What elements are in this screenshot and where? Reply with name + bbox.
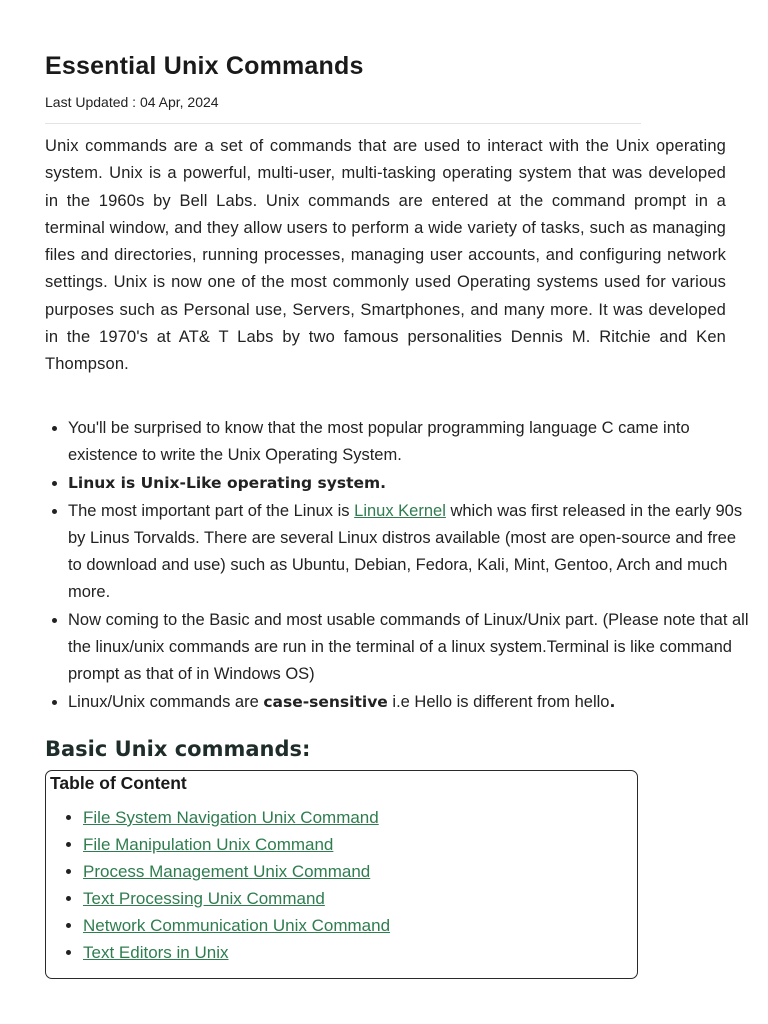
- toc-link-file-manipulation[interactable]: File Manipulation Unix Command: [83, 834, 334, 854]
- title-divider: [45, 123, 641, 124]
- toc-link-network-communication[interactable]: Network Communication Unix Command: [83, 915, 391, 935]
- toc-item: [83, 913, 390, 940]
- toc-list: [46, 805, 390, 966]
- table-of-contents: [45, 770, 638, 979]
- list-item: [68, 689, 749, 716]
- list-item: [68, 470, 749, 497]
- list-item-text: The most important part of the Linux is: [68, 501, 355, 520]
- toc-item: [83, 886, 390, 913]
- list-item-text: Now coming to the Basic and most usable commands of Linux/Unix part. (Please note that all the linux/unix commands are run in the terminal of a linux system.Terminal is like command prompt as that of in Windows OS): [68, 610, 749, 684]
- sentence-period: .: [609, 693, 616, 712]
- list-item: [68, 607, 749, 689]
- toc-link-file-system-navigation[interactable]: File System Navigation Unix Command: [83, 808, 379, 827]
- list-item-text: which was first released in the early 90s by Linus Torvalds. There are several Linux distros available (most are open-source and free to download and use) such as Ubuntu, Debian, Fedora, Kali, Mint, Gentoo, Arch and much more.: [68, 501, 743, 602]
- toc-item: [83, 832, 390, 859]
- toc-link-text-processing[interactable]: Text Processing Unix Command: [83, 888, 325, 908]
- list-item-bold-text: Linux is Unix-Like operating system.: [68, 473, 387, 492]
- list-item: [68, 498, 749, 607]
- list-item-text: Linux/Unix commands are: [68, 693, 264, 712]
- list-item-text: i.e Hello is different from hello: [387, 693, 610, 712]
- page-title: Essential Unix Commands: [45, 52, 364, 80]
- toc-link-text-editors[interactable]: Text Editors in Unix: [83, 942, 229, 962]
- toc-item: [83, 805, 390, 832]
- last-updated-date: Last Updated : 04 Apr, 2024: [45, 94, 219, 110]
- toc-item: [83, 859, 390, 886]
- toc-item: [83, 940, 390, 967]
- toc-title: Table of Content: [50, 773, 187, 793]
- case-sensitive-emphasis: case-sensitive: [263, 693, 388, 712]
- list-item-text: You'll be surprised to know that the most popular programming language C came into existence to write the Unix Operating System.: [68, 419, 690, 465]
- linux-kernel-link[interactable]: Linux Kernel: [354, 501, 446, 520]
- toc-link-process-management[interactable]: Process Management Unix Command: [83, 861, 371, 881]
- intro-paragraph: Unix commands are a set of commands that are used to interact with the Unix operating system. Unix is a powerful, multi-user, multi-tasking operating system that was developed in the 1960s by Bell Labs. Unix commands are entered at the command prompt in a terminal window, and they allow users to perform a wide variety of tasks, such as managing files and directories, running processes, managing user accounts, and configuring network settings. Unix is now one of the most commonly used Operating systems used for various purposes such as Personal use, Servers, Smartphones, and many more. It was developed in the 1970's at AT& T Labs by two famous personalities Dennis M. Ritchie and Ken Thompson.: [45, 137, 726, 374]
- list-item: [68, 415, 749, 469]
- key-points-list: [45, 415, 749, 717]
- section-heading: Basic Unix commands:: [45, 737, 311, 761]
